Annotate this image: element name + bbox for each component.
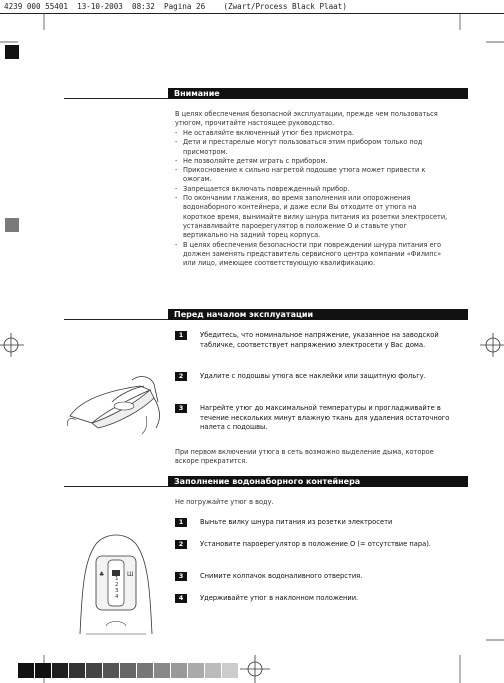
section-rule: [64, 98, 168, 99]
step-item: [175, 540, 465, 550]
step-number: 1: [175, 518, 187, 527]
step-text: Установите пароерегулятор в положение O (= отсутствие пара).: [200, 540, 431, 548]
first-use-note: При первом включении утюга в сеть возможно выделение дыма, которое вскоре прекратится.: [175, 448, 434, 466]
dial-label: 4: [115, 594, 119, 600]
step-text: Нагрейте утюг до максимальной температуры и прогладживайте в течение нескольких минут влажную ткань для удаления остаточного налета с подошвы.: [200, 404, 450, 432]
dial-label: 2: [115, 582, 119, 588]
print-header: 4239 000 55401 13-10-2003 08:32 Pagina 26 (Zwart/Process Black Plaat): [0, 0, 504, 14]
step-text: Снимите колпачок водоналивного отверстия.: [200, 572, 363, 580]
warning-list: [175, 129, 450, 268]
step-number: 2: [175, 540, 187, 549]
section-title-fill-tank: Заполнение водонаборного контейнера: [168, 476, 468, 487]
section-rule: [64, 319, 168, 320]
list-item: - Запрещается включать поврежденный прибор.: [175, 185, 450, 194]
list-item: - Дети и престарелые могут пользоваться этим прибором только под присмотром.: [175, 138, 450, 157]
section-rule: [64, 486, 168, 487]
step-number: 3: [175, 572, 187, 581]
step-item: [175, 594, 465, 604]
step-number: 4: [175, 594, 187, 603]
iron-illustration: [62, 368, 172, 440]
warning-intro: В целях обеспечения безопасной эксплуатации, прежде чем пользоваться утюгом, прочитайте настоящее руководство.: [175, 110, 438, 128]
section-title-warning: Внимание: [168, 88, 468, 99]
svg-text:♣: ♣: [99, 571, 105, 578]
step-text: Удерживайте утюг в наклонном положении.: [200, 594, 359, 602]
step-item: [175, 331, 465, 350]
svg-text:Ш: Ш: [127, 571, 134, 578]
step-item: [175, 372, 465, 382]
step-item: [175, 518, 465, 528]
step-number: 1: [175, 331, 187, 340]
list-item: - Прикосновение к сильно нагретой подошве утюга может привести к ожогам.: [175, 166, 450, 185]
step-number: 2: [175, 372, 187, 381]
list-item: - В целях обеспечения безопасности при повреждении шнура питания его должен заменять представитель сервисного центра компании «Филипс» или лицо, имеющее соответствующую квалификацию.: [175, 241, 450, 269]
dial-label: 3: [115, 588, 119, 594]
step-text: Удалите с подошвы утюга все наклейки или защитную фольгу.: [200, 372, 426, 380]
dial-labels: [115, 576, 119, 600]
step-number: 3: [175, 404, 187, 413]
list-item: - Не позволяйте детям играть с прибором.: [175, 157, 450, 166]
fill-tank-intro: Не погружайте утюг в воду.: [175, 498, 274, 506]
section-title-before-use: Перед началом эксплуатации: [168, 309, 468, 320]
list-item: - По окончании глажения, во время заполнения или опорожнения водонаборного контейнера, и даже если Вы отходите от утюга на короткое время, вынимайте вилку шнура питания из розетки электросети, устанавливайте пароерегулятор в положение O и ставьте утюг вертикально на задний торец корпуса.: [175, 194, 450, 240]
step-item: [175, 572, 465, 582]
dial-label: 1: [115, 576, 119, 582]
list-item: - Не оставляйте включенный утюг без присмотра.: [175, 129, 450, 138]
step-text: Убедитесь, что номинальное напряжение, указанное на заводской табличке, соответствует напряжению электросети у Вас дома.: [200, 331, 439, 349]
step-item: [175, 404, 465, 433]
step-text: Выньте вилку шнура питания из розетки электросети: [200, 518, 393, 526]
